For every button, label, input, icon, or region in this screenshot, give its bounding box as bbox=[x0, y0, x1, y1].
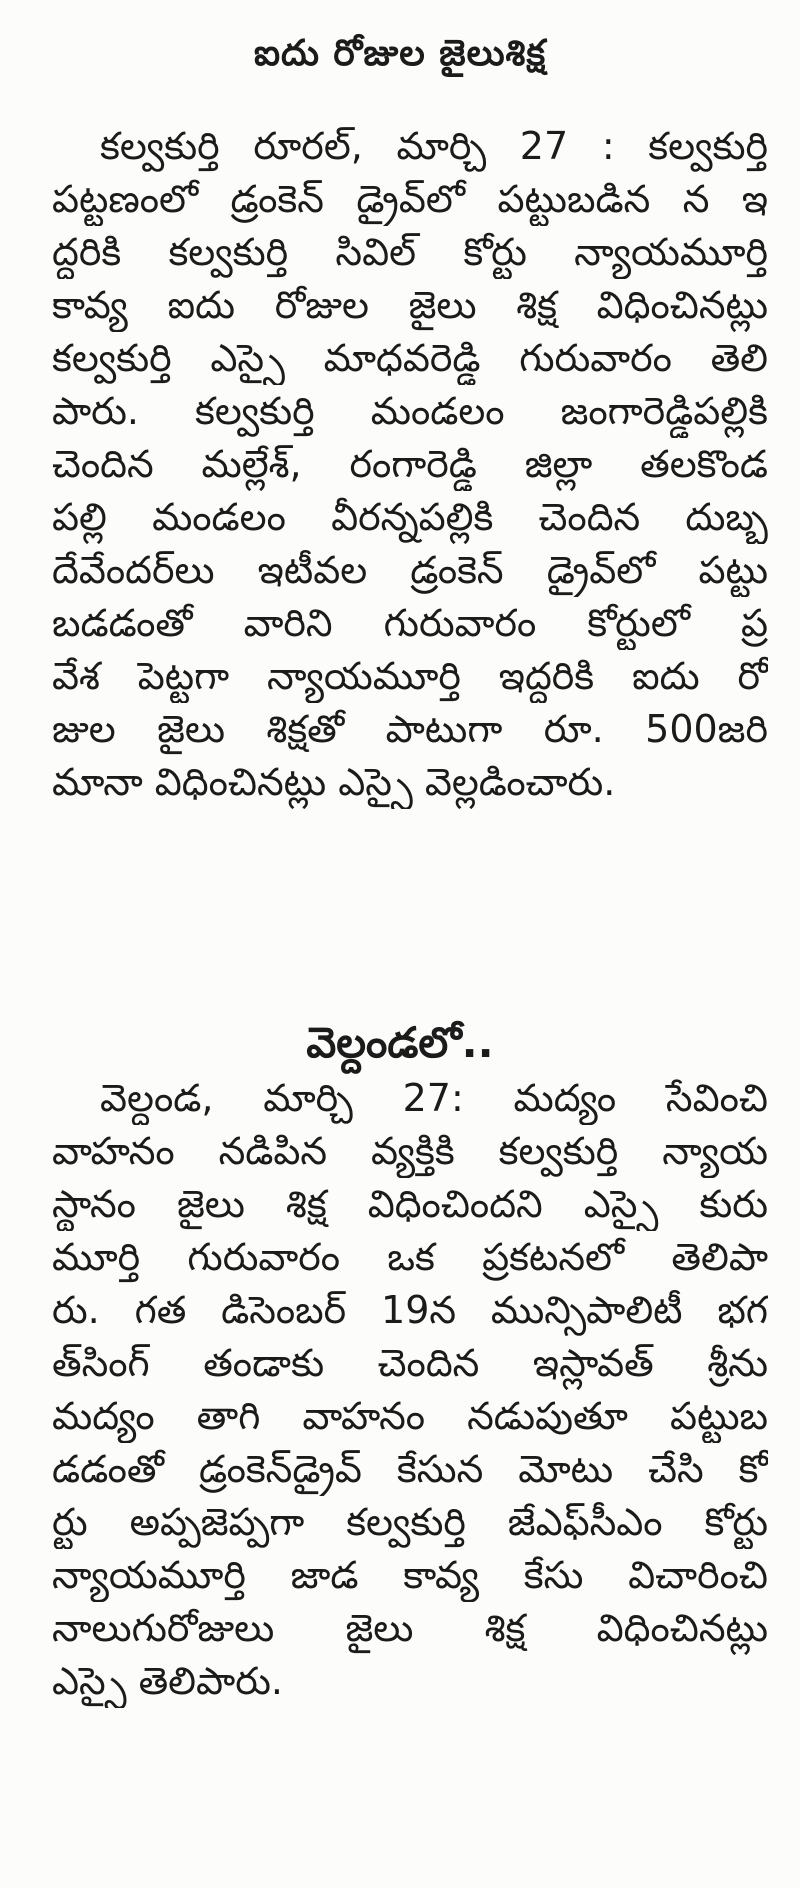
paragraph-line: బడడంతో వారిని గురువారం కోర్టులో ప్ర bbox=[52, 601, 768, 645]
paragraph-line: రు. గత డిసెంబర్‌ 19న మున్సిపాలిటీ భగ bbox=[52, 1288, 768, 1332]
paragraph-line: చెందిన మల్లేశ్‌, రంగారెడ్డి జిల్లా తలకొండ bbox=[52, 442, 768, 486]
headline: ఐదు రోజుల జైలుశిక్ష bbox=[253, 33, 547, 74]
paragraph-line: ఎస్సై తెలిపారు. bbox=[52, 1659, 283, 1703]
paragraph-line: వెల్దండ, మార్చి 27: మద్యం సేవించి bbox=[100, 1076, 768, 1120]
paragraph-line: దేవేందర్‌లు ఇటీవల డ్రంకెన్‌ డ్రైవ్‌లో పట్టు bbox=[52, 548, 768, 592]
paragraph-line: న్యాయమూర్తి జాడ కావ్య కేసు విచారించి bbox=[52, 1553, 768, 1597]
paragraph-line: పట్టణంలో డ్రంకెన్‌ డ్రైవ్‌లో పట్టుబడిన న ఇ bbox=[52, 177, 768, 221]
paragraph-line: మానా విధించినట్లు ఎస్సై వెల్లడించారు. bbox=[52, 760, 616, 804]
paragraph-line: పారు. కల్వకుర్తి మండలం జంగారెడ్డిపల్లికి bbox=[52, 389, 768, 433]
paragraph-1 bbox=[52, 120, 768, 809]
paragraph-line: మద్యం తాగి వాహనం నడుపుతూ పట్టుబ bbox=[52, 1394, 768, 1438]
paragraph-line: కల్వకుర్తి ఎస్సై మాధవరెడ్డి గురువారం తెలి bbox=[52, 336, 768, 380]
paragraph-line: కావ్య ఐదు రోజుల జైలు శిక్ష విధించినట్లు bbox=[52, 283, 768, 327]
paragraph-line: పల్లి మండలం వీరన్నపల్లికి చెందిన దుబ్బ bbox=[52, 495, 768, 539]
paragraph-line: మూర్తి గురువారం ఒక ప్రకటనలో తెలిపా bbox=[52, 1235, 768, 1279]
paragraph-line: వాహనం నడిపిన వ్యక్తికి కల్వకుర్తి న్యాయ bbox=[52, 1129, 768, 1173]
paragraph-line: జుల జైలు శిక్షతో పాటుగా రూ. 500జరి bbox=[52, 707, 768, 751]
paragraph-line: డడంతో డ్రంకెన్‌డ్రైవ్‌ కేసున మోటు చేసి కో bbox=[52, 1447, 768, 1491]
paragraph-line: ద్దరికి కల్వకుర్తి సివిల్‌ కోర్టు న్యాయమూర్తి bbox=[52, 230, 768, 274]
paragraph-line: ర్టు అప్పజెప్పగా కల్వకుర్తి జేఎఫ్‌సీఎం కోర్టు bbox=[52, 1500, 768, 1544]
paragraph-line: నాలుగురోజులు జైలు శిక్ష విధించినట్లు bbox=[52, 1606, 768, 1650]
paragraph-line: త్‌సింగ్‌ తండాకు చెందిన ఇస్లావత్‌ శ్రీను bbox=[52, 1341, 768, 1385]
subheading: వెల్దండలో.. bbox=[306, 1018, 494, 1067]
paragraph-line: స్థానం జైలు శిక్ష విధించిందని ఎస్సై కురు bbox=[52, 1182, 768, 1226]
paragraph-line: వేశ పెట్టగా న్యాయమూర్తి ఇద్దరికి ఐదు రో bbox=[52, 654, 768, 698]
paragraph-line: కల్వకుర్తి రూరల్‌, మార్చి 27 : కల్వకుర్తి bbox=[100, 124, 768, 168]
paragraph-2 bbox=[52, 1072, 768, 1708]
